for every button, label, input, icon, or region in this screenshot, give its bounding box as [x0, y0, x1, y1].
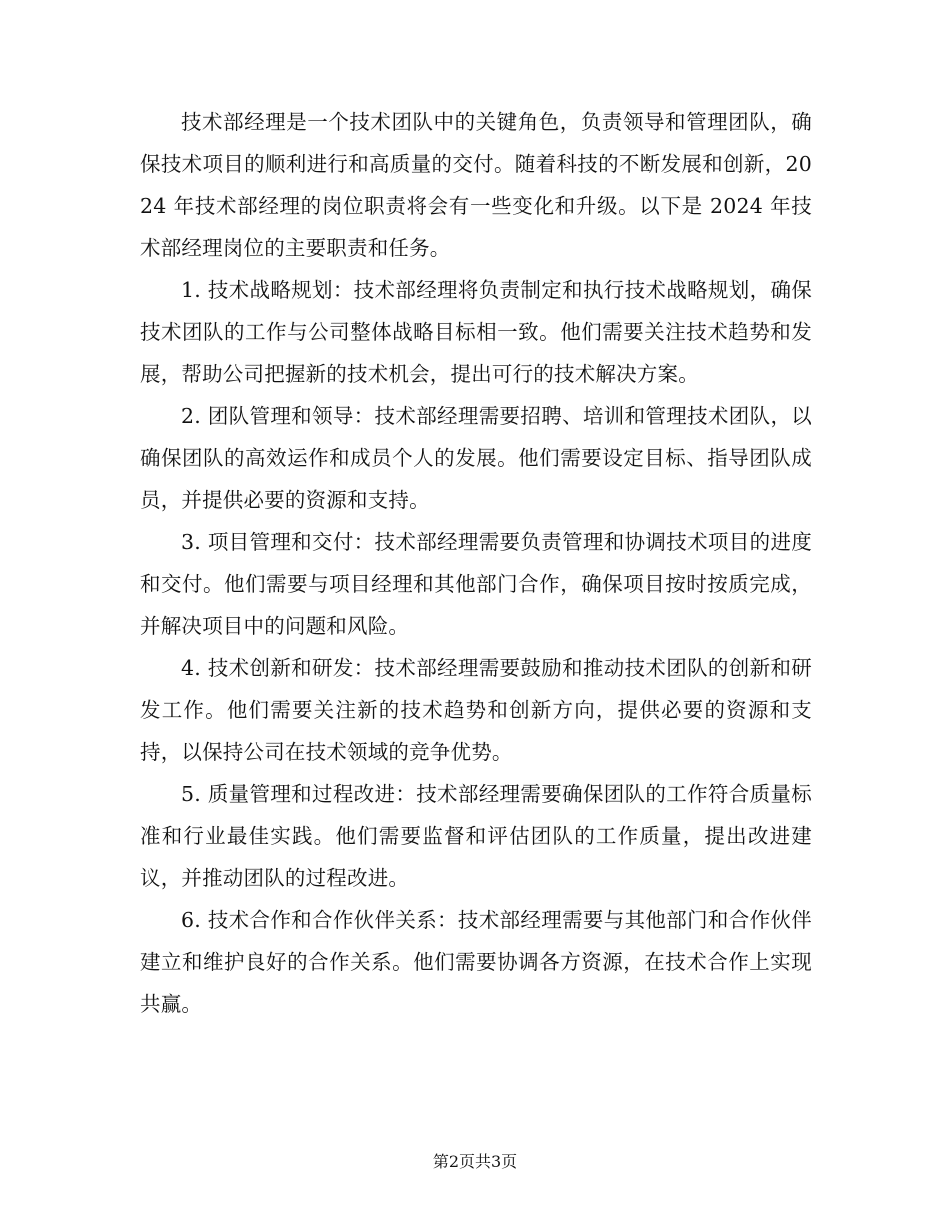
intro-paragraph: 技术部经理是一个技术团队中的关键角色，负责领导和管理团队，确保技术项目的顺利进行和高质量的交付。随着科技的不断发展和创新，2024 年技术部经理的岗位职责将会有一些变化和升级。以下是 2024 年技术部经理岗位的主要职责和任务。 [140, 110, 812, 260]
duty-paragraph-2: 2. 团队管理和领导：技术部经理需要招聘、培训和管理技术团队，以确保团队的高效运作和成员个人的发展。他们需要设定目标、指导团队成员，并提供必要的资源和支持。 [140, 404, 812, 512]
duty-paragraph-5: 5. 质量管理和过程改进：技术部经理需要确保团队的工作符合质量标准和行业最佳实践。他们需要监督和评估团队的工作质量，提出改进建议，并推动团队的过程改进。 [140, 782, 812, 890]
duty-paragraph-6: 6. 技术合作和合作伙伴关系：技术部经理需要与其他部门和合作伙伴建立和维护良好的合作关系。他们需要协调各方资源，在技术合作上实现共赢。 [140, 908, 812, 1016]
duty-paragraph-3: 3. 项目管理和交付：技术部经理需要负责管理和协调技术项目的进度和交付。他们需要与项目经理和其他部门合作，确保项目按时按质完成，并解决项目中的问题和风险。 [140, 530, 812, 638]
duty-paragraph-4: 4. 技术创新和研发：技术部经理需要鼓励和推动技术团队的创新和研发工作。他们需要关注新的技术趋势和创新方向，提供必要的资源和支持，以保持公司在技术领域的竞争优势。 [140, 656, 812, 764]
document-body [140, 101, 812, 1025]
duty-paragraph-1: 1. 技术战略规划：技术部经理将负责制定和执行技术战略规划，确保技术团队的工作与公司整体战略目标相一致。他们需要关注技术趋势和发展，帮助公司把握新的技术机会，提出可行的技术解决方案。 [140, 278, 812, 386]
page-number-footer: 第2页共3页 [432, 1152, 518, 1171]
